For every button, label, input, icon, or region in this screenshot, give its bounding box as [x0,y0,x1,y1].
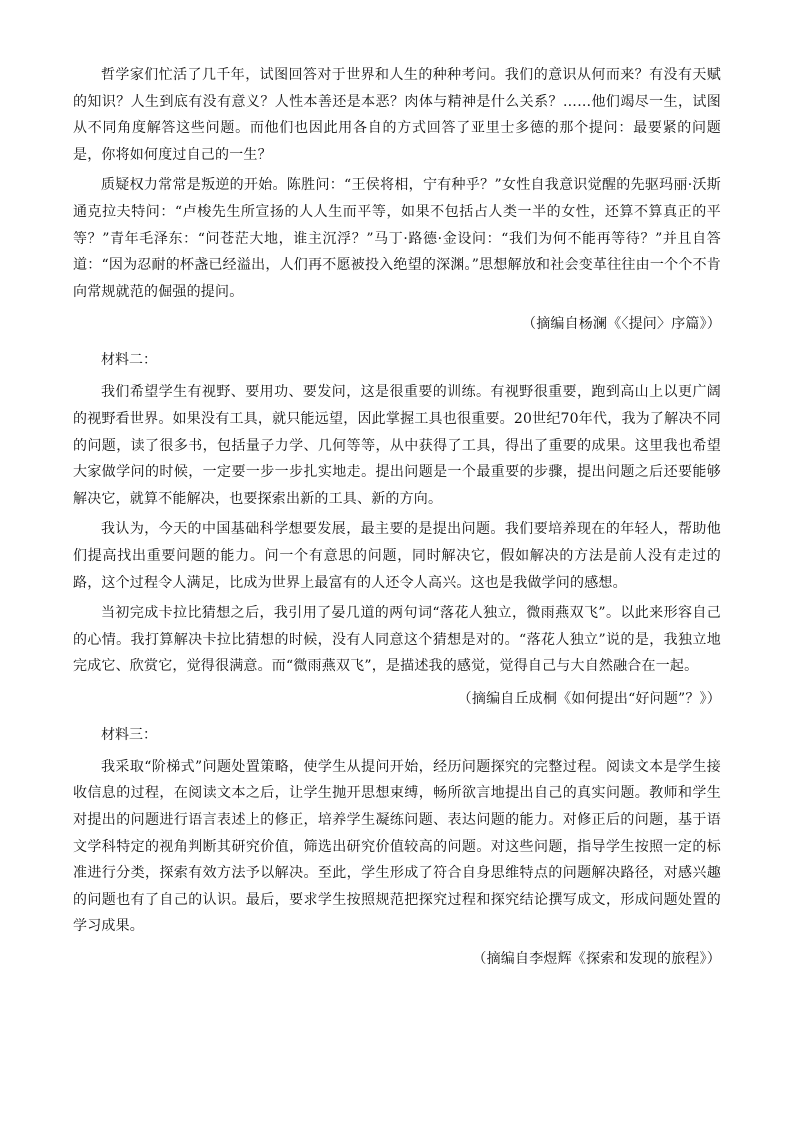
paragraph: 我们希望学生有视野、要用功、要发问，这是很重要的训练。有视野很重要，跑到高山上以更广阔的视野看世界。如果没有工具，就只能远望，因此掌握工具也很重要。20世纪70年代，我为了解决不同的问题，读了很多书，包括量子力学、几何等等，从中获得了工具，得出了重要的成果。这里我也希望大家做学问的时候，一定要一步一步扎实地走。提出问题是一个最重要的步骤，提出问题之后还要能够解决它，就算不能解决，也要探索出新的工具、新的方向。 [73,384,721,507]
paragraph: 我采取“阶梯式”问题处置策略，使学生从提问开始，经历问题探究的完整过程。阅读文本是学生接收信息的过程，在阅读文本之后，让学生抛开思想束缚，畅所欲言地提出自己的真实问题。教师和学生对提出的问题进行语言表述上的修正，培养学生凝练问题、表达问题的能力。对修正后的问题，基于语文学科特定的视角判断其研究价值，筛选出研究价值较高的问题。对这些问题，指导学生按照一定的标准进行分类，探索有效方法予以解决。至此，学生形成了符合自身思维特点的问题解决路径，对感兴趣的问题也有了自己的认识。最后，要求学生按照规范把探究过程和探究结论撰写成文，形成问题处置的学习成果。 [73,758,721,935]
paragraph: 当初完成卡拉比猜想之后，我引用了晏几道的两句词“落花人独立，微雨燕双飞”。以此来形容自己的心情。我打算解决卡拉比猜想的时候，没有人同意这个猜想是对的。“落花人独立”说的是，我独立地完成它、欣赏它，觉得很满意。而“微雨燕双飞”，是描述我的感觉，觉得自己与大自然融合在一起。 [73,605,721,675]
section-heading: 材料二： [101,352,157,369]
section-heading: 材料三： [101,726,157,743]
source-citation: （摘编自李煜辉《探索和发现的旅程》） [472,951,721,968]
document-page [73,62,721,972]
material-two [73,347,721,712]
material-three [73,722,721,972]
paragraph: 哲学家们忙活了几千年，试图回答对于世界和人生的种种考问。我们的意识从何而来？有没有天赋的知识？人生到底有没有意义？人性本善还是本恶？肉体与精神是什么关系？……他们竭尽一生，试图从不同角度解答这些问题。而他们也因此用各自的方式回答了亚里士多德的那个提问：最要紧的问题是，你将如何度过自己的一生？ [73,67,721,163]
material-one [73,62,721,337]
source-citation: （摘编自丘成桐《如何提出“好问题”？》） [457,690,721,707]
paragraph: 我认为，今天的中国基础科学想要发展，最主要的是提出问题。我们要培养现在的年轻人，帮助他们提高找出重要问题的能力。问一个有意思的问题，同时解决它，假如解决的方法是前人没有走过的路，这个过程令人满足，比成为世界上最富有的人还令人高兴。这也是我做学问的感想。 [73,521,721,591]
paragraph: 质疑权力常常是叛逆的开始。陈胜问：“王侯将相，宁有种乎？”女性自我意识觉醒的先驱玛丽·沃斯通克拉夫特问：“卢梭先生所宣扬的人人生而平等，如果不包括占人类一半的女性，还算不算真正的平等？”青年毛泽东：“问苍茫大地，谁主沉浮？”马丁·路德·金设问：“我们为何不能再等待？”并且自答道：“因为忍耐的杯盏已经溢出，人们再不愿被投入绝望的深渊。”思想解放和社会变革往往由一个个不肯向常规就范的倔强的提问。 [73,177,721,300]
source-citation: （摘编自杨澜《〈提问〉序篇》） [522,316,721,333]
